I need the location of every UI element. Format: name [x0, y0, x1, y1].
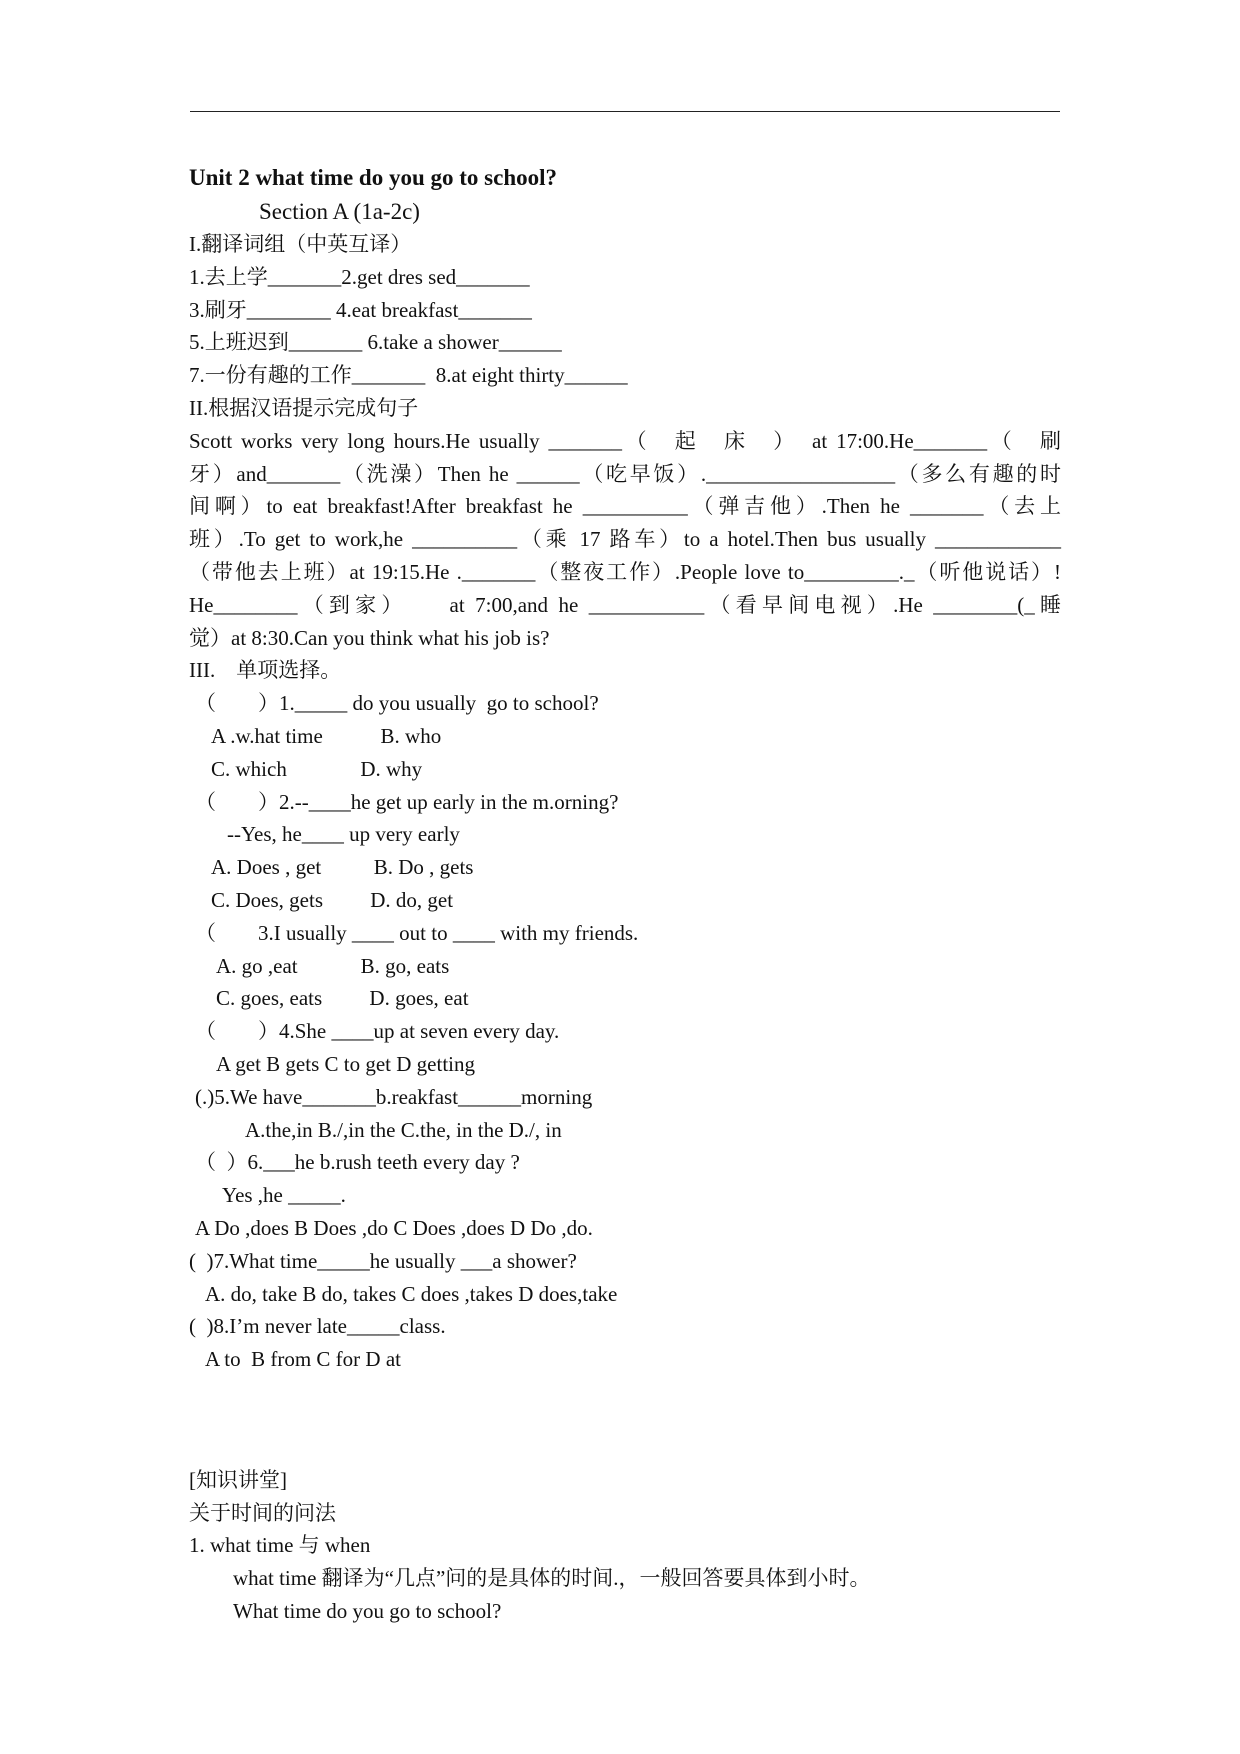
notes-subheading: 关于时间的问法 [189, 1500, 336, 1525]
question-line: A. do, take B do, takes C does ,takes D does,take [205, 1281, 618, 1306]
question-line: --Yes, he____ up very early [227, 822, 460, 847]
notes-explanation: what time 翻译为“几点”问的是具体的时间.，一般回答要具体到小时。 [233, 1566, 871, 1591]
part1-line: 3.刷牙________ 4.eat breakfast_______ [189, 297, 532, 322]
question-line: C. which D. why [211, 756, 423, 781]
paragraph-line: 间啊）to eat breakfast!After breakfast he __________（弹吉他）.Then he _______（去上 [189, 494, 1061, 519]
paragraph-line: He________（到家） at 7:00,and he ___________（看早间电视）.He ________(_睡 [189, 592, 1061, 617]
section-subtitle: Section A (1a-2c) [259, 199, 420, 224]
question-line: C. goes, eats D. goes, eat [216, 986, 469, 1011]
header-rule [190, 111, 1060, 112]
paragraph-line: Scott works very long hours.He usually _______（ 起 床 ） at 17:00.He_______（ 刷 [189, 428, 1061, 453]
paragraph-line: 觉）at 8:30.Can you think what his job is? [189, 625, 550, 650]
notes-point: 1. what time 与 when [189, 1533, 371, 1558]
worksheet [189, 160, 1061, 1628]
part1-heading: I.翻译词组（中英互译） [189, 232, 412, 256]
paragraph-line: 牙）and_______（洗澡）Then he ______（吃早饭）.__________________（多么有趣的时 [189, 461, 1061, 486]
question-line: ( )7.What time_____he usually ___a shower? [189, 1248, 577, 1273]
question-line: （ ）1._____ do you usually go to school? [195, 691, 599, 716]
question-line: A. Does , get B. Do , gets [211, 855, 474, 880]
question-line: C. Does, gets D. do, get [211, 887, 454, 912]
question-line: ( )8.I’m never late_____class. [189, 1314, 446, 1339]
question-line: (.)5.We have_______b.reakfast______morning [195, 1084, 593, 1109]
question-line: （ 3.I usually ____ out to ____ with my friends. [195, 920, 639, 945]
question-line: （ ）6.___he b.rush teeth every day ? [195, 1150, 520, 1175]
spacer [189, 1376, 1061, 1464]
paragraph-line: （带他去上班）at 19:15.He ._______（整夜工作）.People love to_________._（听他说话）! [189, 559, 1061, 584]
part1-line: 5.上班迟到_______ 6.take a shower______ [189, 330, 562, 355]
part2-heading: II.根据汉语提示完成句子 [189, 395, 419, 420]
question-line: A.the,in B./,in the C.the, in the D./, in [245, 1117, 562, 1142]
paragraph-line: 班）.To get to work,he __________（乘 17 路车）to a hotel.Then bus usually ____________ [189, 527, 1061, 552]
question-line: （ ）4.She ____up at seven every day. [195, 1019, 560, 1044]
question-line: A .w.hat time B. who [211, 723, 442, 748]
question-line: Yes ,he _____. [222, 1183, 346, 1208]
question-line: （ ）2.--____he get up early in the m.orning? [195, 789, 619, 814]
notes-heading: [知识讲堂] [189, 1467, 287, 1492]
question-line: A get B gets C to get D getting [216, 1051, 475, 1076]
part1-line: 7.一份有趣的工作_______ 8.at eight thirty______ [189, 363, 628, 388]
question-line: A. go ,eat B. go, eats [216, 953, 450, 978]
part3-list [189, 687, 1061, 1376]
part1-line: 1.去上学_______2.get dres sed_______ [189, 264, 530, 289]
question-line: A Do ,does B Does ,do C Does ,does D Do ,do. [195, 1215, 593, 1240]
part2-paragraph [189, 425, 1061, 655]
part3-heading: III. 单项选择。 [189, 658, 342, 683]
notes-example: What time do you go to school? [233, 1599, 502, 1624]
page-title: Unit 2 what time do you go to school? [189, 165, 558, 190]
question-line: A to B from C for D at [205, 1347, 401, 1372]
